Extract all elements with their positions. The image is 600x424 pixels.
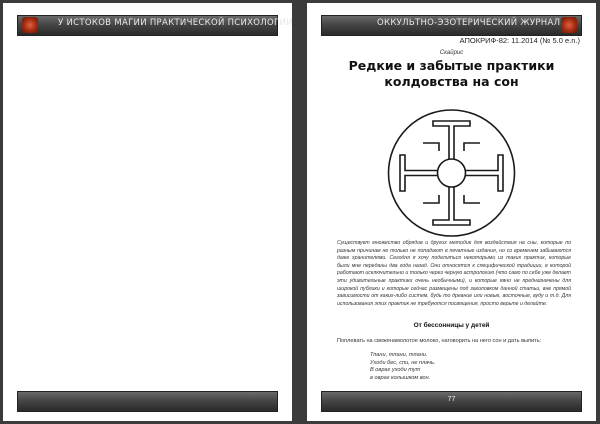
left-page xyxy=(3,3,292,421)
article-author: Скайрис xyxy=(439,50,464,56)
ritual-instruction: Поплевать на свеженамолотое молоко, наговорить на него сон и дать выпить: xyxy=(337,338,542,344)
left-header-bar xyxy=(17,15,293,36)
verse-line: Тпани, тпани, тпани. xyxy=(370,352,428,358)
section-heading: От бессонницы у детей xyxy=(413,322,490,329)
right-header-title: ОККУЛЬТНО-ЭЗОТЕРИЧЕСКИЙ ЖУРНАЛ xyxy=(377,18,561,28)
article-title-line-1: Редкие и забытые практики xyxy=(348,58,555,73)
left-header-title: У ИСТОКОВ МАГИИ ПРАКТИЧЕСКОЙ ПСИХОЛОГИИ xyxy=(58,18,293,28)
article-title-line-2: колдовства на сон xyxy=(384,74,519,89)
journal-logo-icon xyxy=(22,17,38,33)
journal-logo-icon xyxy=(561,17,577,33)
incantation-verse xyxy=(370,352,435,382)
right-page xyxy=(307,3,596,421)
sleep-sigil-illustration xyxy=(377,108,526,238)
right-footer-bar xyxy=(321,391,582,412)
verse-line: Уходи бес, спи, не плачь. xyxy=(370,359,436,366)
left-footer-bar xyxy=(17,391,278,412)
right-header-bar xyxy=(321,15,582,36)
article-body: Существует множество обрядов и других методик для воздействия на сны, которые по разным причинам не только не попадают в печатные издания, но со временем забываются даже хранителями. Сегодня я хочу поделиться некоторыми из таких практик, которые были мне переданы два года назад. Они относятся к специфической традиции, в которой работают исключительно и только через черную астрологию (что само по себе уже делает эти удивительные практики очень необычными), и которые явно не предназначены для широкой публики и которые сейчас размещены под заголовком данной статьи, вне прямой зависимости от каких-либо систем, будь то древние или новые, восточные, вуду и т.д. Для использования этих практик не требуются посвящения, просто верьте и делайте. xyxy=(337,240,571,307)
issue-label: АПОКРИФ-82: 11.2014 (№ 5.0 e.n.) xyxy=(459,36,580,45)
article-title xyxy=(307,58,596,90)
verse-line: В овраг уходи тут xyxy=(370,367,421,374)
page-number: 77 xyxy=(447,396,456,403)
verse-line: в овраг колышком вон. xyxy=(370,374,431,381)
